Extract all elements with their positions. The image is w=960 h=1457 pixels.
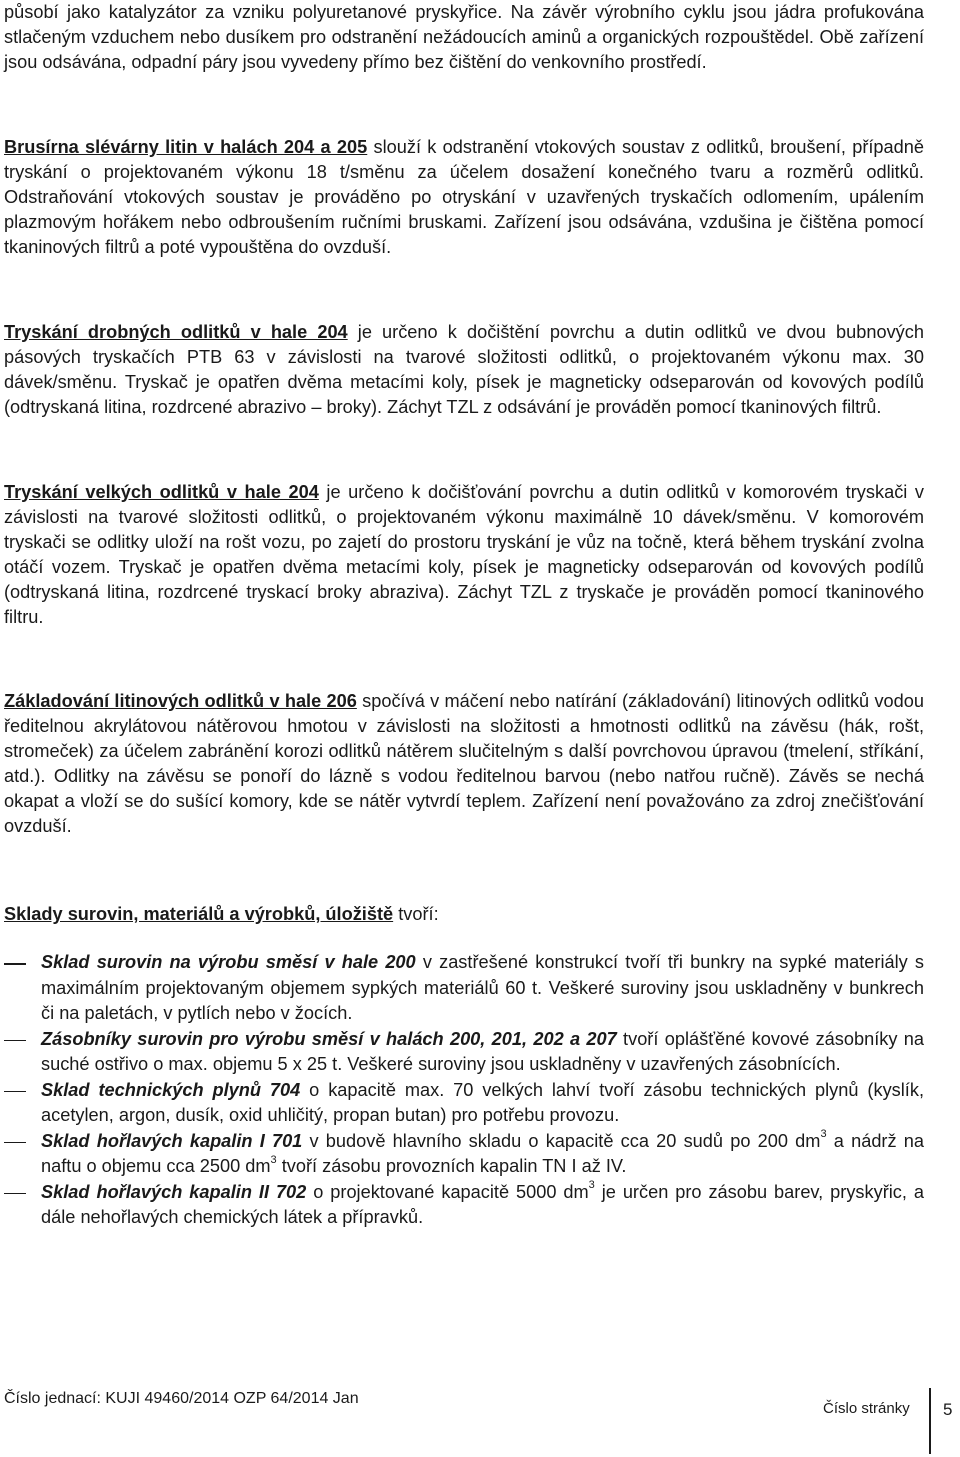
intro-text: působí jako katalyzátor za vzniku polyuretanové pryskyřice. Na závěr výrobního cyklu jsou jádra profukována stlačeným vzduchem nebo dusíkem pro odstranění nežádoucích aminů a organických rozpouštědel. Obě zařízení jsou odsávána, odpadní páry jsou vyvedeny přímo bez čištění do venkovního prostředí. <box>4 2 924 72</box>
footer-divider <box>929 1388 931 1454</box>
brusirna-heading: Brusírna slévárny litin v halách 204 a 205 <box>4 137 368 157</box>
list-item-text: v budově hlavního skladu o kapacitě cca 20 sudů po 200 dm <box>302 1130 821 1151</box>
tryskani-drobnych-paragraph <box>4 320 924 420</box>
sklady-text: tvoří: <box>393 904 439 924</box>
intro-paragraph <box>4 0 924 75</box>
list-item-title: Sklad hořlavých kapalin II 702 <box>41 1181 307 1202</box>
list-item-title: Sklad technických plynů 704 <box>41 1079 301 1100</box>
list-item <box>4 1078 924 1129</box>
list-item-text: je určen pro zásobu barev, pryskyřic, a dále nehořlavých chemických látek a přípravků. <box>41 1181 924 1227</box>
sklady-heading: Sklady surovin, materiálů a výrobků, úložiště <box>4 904 394 924</box>
zakladovani-text: spočívá v máčení nebo natírání (základování) litinových odlitků vodou ředitelnou akrylátovou nátěrovou hmotou v závislosti na složitosti a hmotnosti odlitků na závěsu (hák, rošt, stromeček) za účelem zabránění korozi odlitků nátěrem slučitelným s další povrchovou úpravou (tmelení, stříkání, atd.). Odlitky na závěsu se ponoří do lázně s vodou ředitelnou barvou (nebo natřou ručně). Závěs se nechá okapat a vloží se do sušící komory, kde se nátěr vytvrdí teplem. Zařízení není považováno za zdroj znečišťování ovzduší. <box>4 691 924 836</box>
brusirna-paragraph <box>4 135 924 260</box>
list-item <box>4 1180 924 1231</box>
footer-page-label: Číslo stránky <box>823 1400 910 1417</box>
tryskani-velkych-heading: Tryskání velkých odlitků v hale 204 <box>4 482 319 502</box>
tryskani-drobnych-text: je určeno k dočištění povrchu a dutin odlitků ve dvou bubnových pásových tryskačích PTB 63 v závislosti na tvarové složitosti odlitků, o projektovaném výkonu max. 30 dávek/směnu. Tryskač je opatřen dvěma metacími koly, písek je magneticky odseparován od kovových podílů (odtryskaná litina, rozdrcené abrazivo – broky). Záchyt TZL z odsávání je prováděn pomocí tkaninových filtrů. <box>4 322 924 417</box>
brusirna-text: slouží k odstranění vtokových soustav z odlitků, broušení, případně tryskání o projektovaném výkonu 18 t/směnu za účelem dosažení konečného tvaru a rozměrů odlitků. Odstraňování vtokových soustav je prováděno po otryskání v uzavřených tryskačích odlomením, upálením plazmovým hořákem nebo odbroušením ručními bruskami. Zařízení jsou odsávána, vzdušina je čištěna pomocí tkaninových filtrů a poté vypouštěna do ovzduší. <box>4 137 925 257</box>
list-item-text: o kapacitě max. 70 velkých lahví tvoří zásobu technických plynů (kyslík, acetylen, argon, dusík, oxid uhličitý, propan butan) pro potřebu provozu. <box>41 1079 924 1125</box>
list-item <box>4 1129 924 1180</box>
list-item-title: Zásobníky surovin pro výrobu směsí v halách 200, 201, 202 a 207 <box>41 1028 617 1049</box>
superscript: 3 <box>270 1153 277 1166</box>
sklady-paragraph <box>4 902 924 927</box>
list-item-text: tvoří oplášťěné kovové zásobníky na suché ostřivo o max. objemu 5 x 25 t. Veškeré suroviny jsou uskladněny v uzavřených zásobnících. <box>41 1028 924 1074</box>
dash-bullet <box>4 1142 26 1144</box>
storage-list <box>4 950 924 1231</box>
list-item-text: o projektované kapacitě 5000 dm <box>306 1181 589 1202</box>
list-item <box>4 1027 924 1078</box>
dash-bullet <box>4 1091 26 1093</box>
dash-bullet <box>4 963 26 965</box>
dash-bullet <box>4 1040 26 1042</box>
list-item-text: v zastřešené konstrukcí tvoří tři bunkry na sypké materiály s maximálním projektovaným objemem sypkých materiálů 60 t. Veškeré suroviny jsou uskladněny v bunkrech či na paletách, v pytlích nebo v žocích. <box>41 952 925 1023</box>
tryskani-velkych-paragraph <box>4 480 924 630</box>
list-item-text: a nádrž na naftu o objemu cca 2500 dm <box>41 1130 925 1176</box>
list-item-title: Sklad surovin na výrobu směsí v hale 200 <box>41 952 416 972</box>
superscript: 3 <box>588 1179 595 1192</box>
footer-reference: Číslo jednací: KUJI 49460/2014 OZP 64/2014 Jan <box>4 1390 359 1407</box>
list-item-title: Sklad hořlavých kapalin I 701 <box>41 1130 303 1151</box>
page-footer <box>0 1388 960 1448</box>
tryskani-velkych-text: je určeno k dočišťování povrchu a dutin odlitků v komorovém tryskači v závislosti na tvarové složitosti odlitků, o projektovaném výkonu maximálně 10 dávek/směnu. V komorovém tryskači se odlitky uloží na rošt vozu, po zajetí do prostoru tryskání je vůz na točně, která během tryskání zvolna otáčí vozem. Tryskač je opatřen dvěma metacími koly, písek je magneticky odseparován od kovových podílů (odtryskaná litina, rozdrcené tryskací broky abraziva). Záchyt TZL z tryskače je prováděn pomocí tkaninového filtru. <box>4 482 924 627</box>
tryskani-drobnych-heading: Tryskání drobných odlitků v hale 204 <box>4 322 348 342</box>
list-item-text: tvoří zásobu provozních kapalin TN I až IV. <box>276 1156 627 1176</box>
dash-bullet <box>4 1193 26 1195</box>
superscript: 3 <box>820 1128 827 1141</box>
zakladovani-paragraph <box>4 689 924 839</box>
page-number: 5 <box>943 1400 953 1419</box>
zakladovani-heading: Základování litinových odlitků v hale 206 <box>4 691 357 711</box>
list-item <box>4 950 924 1027</box>
